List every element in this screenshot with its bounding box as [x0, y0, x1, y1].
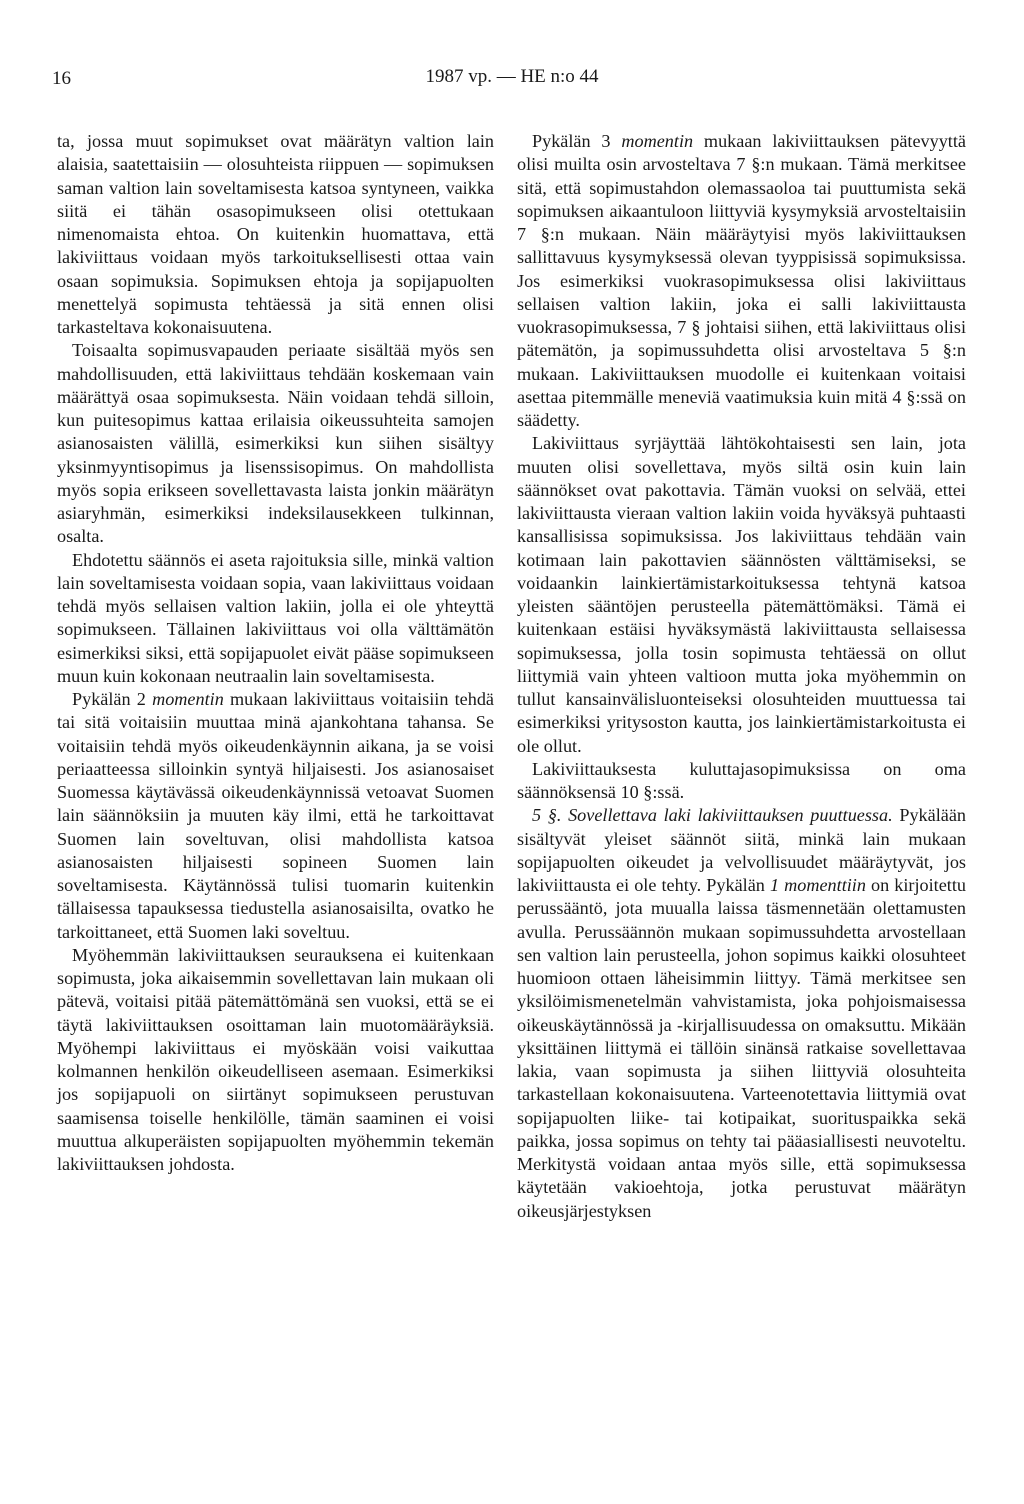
right-p1-emphasis: momentin: [621, 131, 694, 151]
left-p4-text-end: mukaan lakiviittaus voitaisiin tehdä tai sitä voitaisiin muuttaa minä ajankohtana tahansa. Se voitaisiin tehdä myös oikeudenkäynnin aikana, ja se voisi periaatteessa silloinkin syntyä hiljaisesti. Jos asianosaiset Suomessa käytävässä oikeudenkäynnissä vetoavat Suomen lain säännöksiin ja muuten käy ilmi, että he tarkoittavat Suomen lain soveltuvan, olisi mahdollista katsoa asianosaisten hiljaisesti sopineen Suomen lain soveltamisesta. Käytännössä tulisi tuomarin kuitenkin tällaisessa tapauksessa tiedustella asianosaisilta, ovatko he tarkoittaneet, että Suomen laki soveltuu.: [57, 689, 494, 942]
right-p4-text-end: on kirjoitettu perussääntö, jota muualla laissa täsmennetään olettamusten avulla. Perussäännön mukaan sopimussuhdetta arvostellaan sen valtion lain perusteella, johon sopimus kaikki olosuhteet huomioon ottaen läheisimmin liittyy. Tämä merkitsee sen yksilöimismenetelmän vahvistamista, joka pohjoismaisessa oikeuskäytännössä ja -kirjallisuudessa on omaksuttu. Mikään yksittäinen liittymä ei tällöin sinänsä ratkaise sovellettavaa lakia, vaan sopimusta ja siihen liittyviä olosuhteita tarkastellaan kokonaisuutena. Varteenotettavia liittymiä ovat sopijapuolten liike- tai kotipaikat, suorituspaikka sekä paikka, jossa sopimus on tehty tai pääasiallisesti neuvoteltu. Merkitystä voidaan antaa myös sille, että sopimuksessa käytetään vakioehtoja, jotka perustuvat määrätyn oikeusjärjestyksen: [517, 875, 966, 1221]
right-p1-text-end: mukaan lakiviittauksen pätevyyttä olisi muilta osin arvosteltava 7 §:n mukaan. Tämä merkitsee sitä, että sopimustahdon olemassaoloa tai puuttumista sekä sopimuksen aikaantuloon liittyviä kysymyksiä arvosteltaisiin 7 §:n mukaan. Näin määräytyisi myös lakiviittauksen sallittavuus kysymyksessä olevan tyyppisissä sopimuksissa. Jos esimerkiksi vuokrasopimuksessa olisi lakiviittaus sellaisen valtion lakiin, joka ei salli lakiviittausta vuokrasopimuksessa, 7 § johtaisi siihen, että lakiviittaus olisi pätemätön, ja sopimussuhdetta olisi arvosteltava 5 §:n mukaan. Lakiviittauksen muodolle ei kuitenkaan voitaisi asettaa pitemmälle meneviä vaatimuksia kuin mitä 4 §:ssä on säädetty.: [517, 131, 966, 430]
left-paragraph-1: ta, jossa muut sopimukset ovat määrätyn valtion lain alaisia, saatettaisiin — olosuhteista riippuen — sopimuksen saman valtion lain soveltamisesta katsoa syntyneen, vaikka siitä ei tähän osasopimukseen olisi otettukaan nimenomaista ehtoa. On kuitenkin huomattava, että lakiviittaus voidaan myös tarkoituksellisesti ottaa vain osaan sopimuksia. Sopimuksen ehtoja ja sopijapuolten menettelyä sopimusta tehtäessä ja sitä ennen olisi tarkasteltava kokonaisuutena.: [57, 131, 494, 337]
section-5-heading: 5 §. Sovellettava laki lakiviittauksen puuttuessa.: [532, 805, 893, 826]
page-number: 16: [52, 68, 71, 89]
left-paragraph-5: Myöhemmän lakiviittauksen seurauksena ei kuitenkaan sopimusta, joka aikaisemmin sovellettavan lain mukaan oli pätevä, voitaisi pitää pätemättömänä sen vuoksi, että se ei täytä lakiviittauksen osoittaman lain muotomääräyksiä. Myöhempi lakiviittaus ei myöskään voisi vaikuttaa kolmannen henkilön oikeudelliseen asemaan. Esimerkiksi jos sopijapuoli on siirtänyt sopimukseen perustuvan saamisensa toiselle henkilölle, tämän saaminen ei voisi muuttua alkuperäisten sopijapuolten myöhemmin tekemän lakiviittauksen johdosta.: [57, 944, 494, 1174]
left-paragraph-2: Toisaalta sopimusvapauden periaate sisältää myös sen mahdollisuuden, että lakiviittaus tehdään koskemaan vain määrättyä osaa sopimuksesta. Näin voidaan tehdä silloin, kun puitesopimus kattaa erilaisia oikeussuhteita samojen asianosaisten välillä, esimerkiksi kun siihen sisältyy yksinmyyntisopimus ja lisenssisopimus. On mahdollista myös sopia erikseen sovellettavasta laista jonkin määrätyn asiaryhmän, esimerkiksi indeksilausekkeen tulkinnan, osalta.: [57, 340, 494, 547]
right-p4-text-mid: Pykälään sisältyvät yleiset säännöt siitä, minkä lain mukaan sopijapuolten oikeudet ja velvollisuudet määräytyvät, jos lakiviittausta ei ole tehty. Pykälän: [517, 805, 966, 895]
left-p4-emphasis: momentin: [152, 689, 224, 709]
left-paragraph-4: [57, 688, 494, 944]
left-paragraph-3: Ehdotettu säännös ei aseta rajoituksia sille, minkä valtion lain soveltamisesta voidaan sopia, vaan lakiviittaus voidaan tehdä myös sellaisen valtion lakiin, jolla ei ole yhteyttä sopimukseen. Tällainen lakiviittaus voi olla välttämätön esimerkiksi siksi, että sopijapuolet eivät pääse sopimukseen muun kuin kokonaan neutraalin lain soveltamisesta.: [57, 549, 494, 686]
right-p4-emphasis: 1 momenttiin: [769, 875, 866, 895]
left-column: [57, 130, 494, 1176]
right-p1-text-start: Pykälän 3: [532, 131, 622, 151]
running-head: 1987 vp. — HE n:o 44: [425, 66, 599, 87]
right-paragraph-3: Lakiviittauksesta kuluttajasopimuksissa on oma säännöksensä 10 §:ssä.: [517, 758, 966, 802]
right-paragraph-1: [517, 130, 966, 432]
left-p4-text-start: Pykälän 2: [72, 689, 153, 709]
right-column: [517, 130, 966, 1223]
right-paragraph-2: Lakiviittaus syrjäyttää lähtökohtaisesti sen lain, jota muuten olisi sovellettava, myös siltä osin kuin lain säännökset ovat pakottavia. Tämän vuoksi on selvää, ettei lakiviittausta vieraan valtion lakiin voida hyväksyä puhtaasti kansallisissa sopimuksissa. Jos lakiviittaus tehdään vain kotimaan lain pakottavien säännösten välttämiseksi, se voidaankin lainkiertämistarkoituksessa tehtynä katsoa yleisten sääntöjen perusteella pätemättömäksi. Tämä ei kuitenkaan estäisi hyväksymästä lakiviittausta sellaisessa sopimuksessa, jolla tosin sopimusta tehtäessä on ollut liittymiä vain yhteen valtioon mutta joka myöhemmin on tullut kansainvälisluonteiseksi olosuhteiden muuttuessa tai esimerkiksi yritysoston kautta, jos lainkiertämistarkoitusta ei ole ollut.: [517, 433, 966, 756]
right-paragraph-4: [517, 804, 966, 1223]
